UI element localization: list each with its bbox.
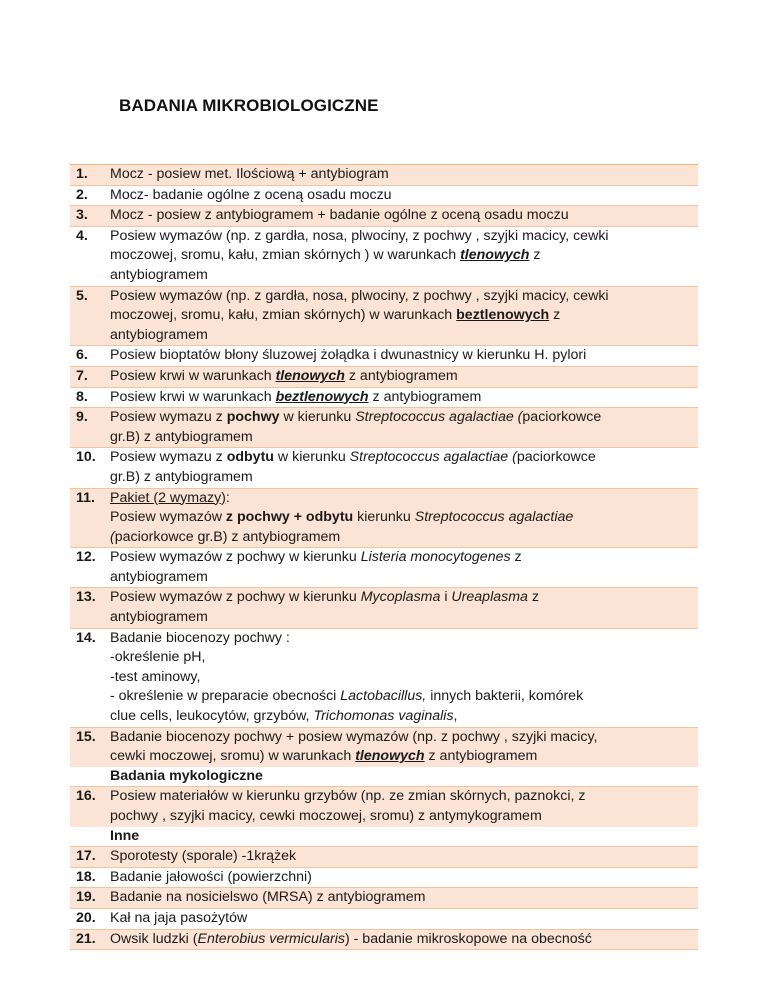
item-number: 20.	[76, 909, 96, 926]
item-text: Pakiet (2 wymazy): Posiew wymazów z pochwy + odbytu kierunku Streptococcus agalactiae (paciorkowce gr.B) z antybiogramem	[110, 489, 574, 545]
item-number: 15.	[76, 728, 96, 745]
item-number: 2.	[76, 186, 88, 203]
list-item	[70, 787, 698, 826]
section-heading	[70, 767, 698, 788]
list-item	[70, 165, 698, 186]
page-title: BADANIA MIKROBIOLOGICZNE	[119, 96, 379, 115]
test-list	[70, 164, 698, 950]
list-item	[70, 227, 698, 287]
item-text: Mocz - posiew met. Ilościową + antybiogram	[110, 166, 389, 182]
list-item	[70, 448, 698, 488]
item-text: Posiew wymazów (np. z gardła, nosa, plwociny, z pochwy , szyjki macicy, cewki moczowej, sromu, kału, zmian skórnych) w warunkach beztlenowych z antybiogramem	[110, 287, 609, 343]
item-text: Mocz- badanie ogólne z oceną osadu moczu	[110, 186, 392, 203]
item-number: 13.	[76, 589, 96, 606]
list-item	[70, 588, 698, 628]
item-text: Posiew wymazów z pochwy w kierunku Listeria monocytogenes z antybiogramem	[110, 549, 522, 585]
list-item	[70, 847, 698, 868]
list-item	[70, 206, 698, 227]
item-text: Badanie jałowości (powierzchni)	[110, 868, 312, 885]
list-item	[70, 346, 698, 367]
item-number: 18.	[76, 868, 96, 885]
list-item	[70, 388, 698, 409]
item-text: Posiew wymazu z odbytu w kierunku Streptococcus agalactiae (paciorkowce gr.B) z antybiogramem	[110, 449, 596, 485]
item-text: Kał na jaja pasożytów	[110, 909, 248, 926]
section-heading	[70, 827, 698, 848]
item-number: 1.	[76, 166, 88, 182]
item-number: 11.	[76, 489, 95, 506]
item-number: 14.	[76, 629, 96, 646]
item-number: 16.	[76, 788, 96, 805]
item-text: Badanie biocenozy pochwy : -określenie pH, -test aminowy, - określenie w preparacie obecności Lactobacillus, innych bakterii, komórek clue cells, leukocytów, grzybów, Trichomonas vaginalis,	[110, 629, 584, 725]
item-text: Posiew bioptatów błony śluzowej żołądka i dwunastnicy w kierunku H. pylori	[110, 347, 587, 364]
list-item	[70, 909, 698, 930]
item-number: 21.	[76, 930, 96, 947]
list-item	[70, 629, 698, 728]
item-number: 8.	[76, 388, 88, 405]
item-text: Posiew wymazów (np. z gardła, nosa, plwociny, z pochwy , szyjki macicy, cewki moczowej, sromu, kału, zmian skórnych ) w warunkach tlenowych z antybiogramem	[110, 227, 609, 283]
item-text: Posiew krwi w warunkach beztlenowych z antybiogramem	[110, 388, 482, 405]
list-item	[70, 489, 698, 549]
list-item	[70, 287, 698, 347]
list-item	[70, 408, 698, 448]
item-text: Posiew materiałów w kierunku grzybów (np. ze zmian skórnych, paznokci, z pochwy , szyjki macicy, cewki moczowej, sromu) z antymykogramem	[110, 788, 586, 824]
item-number: 19.	[76, 889, 96, 906]
section-heading-text: Inne	[110, 827, 140, 844]
item-text: Sporotesty (sporale) -1krążek	[110, 848, 297, 865]
item-text: Mocz - posiew z antybiogramem + badanie ogólne z oceną osadu moczu	[110, 207, 569, 224]
item-number: 17.	[76, 848, 96, 865]
item-number: 12.	[76, 549, 96, 566]
item-number: 4.	[76, 227, 88, 244]
section-heading-text: Badania mykologiczne	[110, 767, 263, 784]
item-number: 6.	[76, 347, 88, 364]
item-number: 10.	[76, 449, 96, 466]
item-text: Badanie biocenozy pochwy + posiew wymazów (np. z pochwy , szyjki macicy, cewki moczowej, sromu) w warunkach tlenowych z antybiogramem	[110, 728, 598, 765]
list-item	[70, 728, 698, 767]
item-number: 5.	[76, 287, 88, 304]
item-number: 3.	[76, 207, 88, 224]
item-text: Posiew wymazów z pochwy w kierunku Mycoplasma i Ureaplasma z antybiogramem	[110, 589, 539, 626]
item-text: Posiew wymazu z pochwy w kierunku Streptococcus agalactiae (paciorkowce gr.B) z antybiogramem	[110, 409, 602, 445]
item-number: 9.	[76, 409, 88, 426]
list-item	[70, 548, 698, 588]
list-item	[70, 930, 698, 951]
list-item	[70, 186, 698, 207]
list-item	[70, 888, 698, 909]
item-text: Badanie na nosicielswo (MRSA) z antybiogramem	[110, 889, 426, 906]
list-item	[70, 367, 698, 388]
list-item	[70, 868, 698, 889]
item-text: Posiew krwi w warunkach tlenowych z antybiogramem	[110, 367, 458, 384]
item-text: Owsik ludzki (Enterobius vermicularis) - badanie mikroskopowe na obecność	[110, 930, 592, 947]
item-number: 7.	[76, 367, 88, 384]
